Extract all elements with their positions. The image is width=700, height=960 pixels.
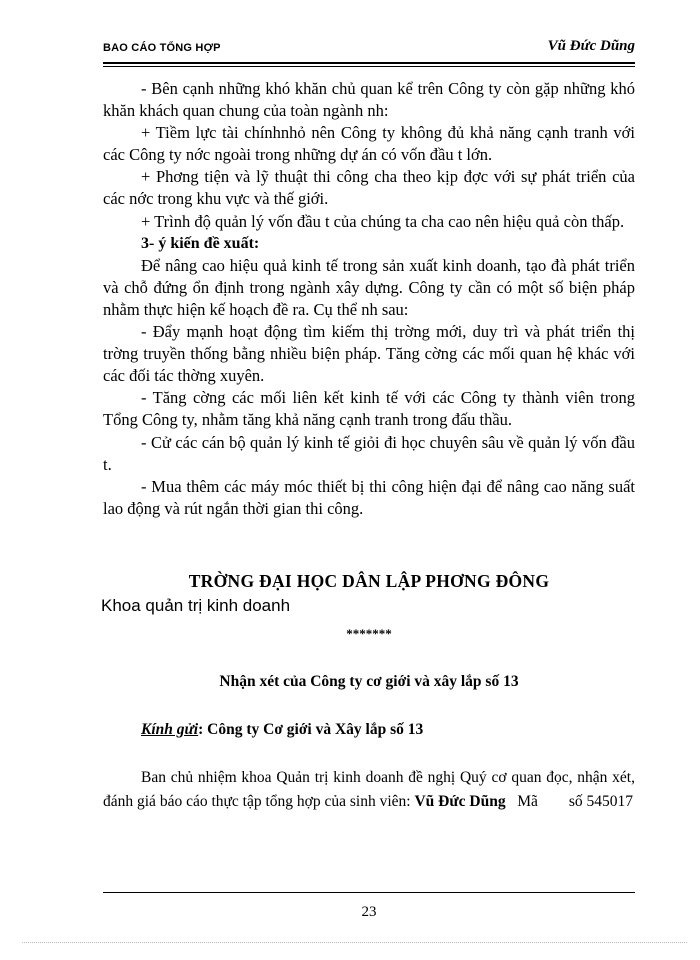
paragraph-linkage: - Tăng cờng các mối liên kết kinh tế với các Công ty thành viên trong Tổng Công ty, nhằm tăng khả năng cạnh tranh trong đấu thầu. <box>103 388 635 430</box>
footer-rule <box>103 892 635 893</box>
report-body <box>103 78 635 520</box>
paragraph-training: - Cử các cán bộ quản lý kinh tế giỏi đi học chuyên sâu về quản lý vốn đầu t. <box>103 432 635 474</box>
paragraph-machinery: - Mua thêm các máy móc thiết bị thi công hiện đại để nâng cao năng suất lao động và rút ngắn thời gian thi công. <box>103 476 635 518</box>
evaluation-title: Nhận xét của Công ty cơ giới và xây lắp số 13 <box>219 673 519 690</box>
letter-body <box>103 766 635 814</box>
paragraph-equipment: + Phơng tiện và lỹ thuật thi công cha theo kịp đợc với sự phát triển của các nớc trong khu vực và thế giới. <box>103 167 635 209</box>
faculty-name: Khoa quản trị kinh doanh <box>101 596 291 615</box>
recipient-label: Kính gửi <box>141 721 199 738</box>
header-report-title: BAO CÁO TỔNG HỢP <box>103 42 221 54</box>
header-rule-thin <box>103 66 635 67</box>
page-edge <box>22 942 687 943</box>
letter-text: Ban chủ nhiệm khoa Quản trị kinh doanh đề nghị Quý cơ quan đọc, nhận xét, đánh giá báo cáo thực tập tổng hợp của sinh viên: <box>103 769 635 810</box>
letter-paragraph <box>103 766 635 814</box>
student-id: 545017 <box>586 793 634 810</box>
paragraph-management: + Trình độ quản lý vốn đầu t của chúng ta cha cao nên hiệu quả còn thấp. <box>141 211 625 231</box>
paragraph-difficulties-intro: - Bên cạnh những khó khăn chủ quan kể trên Công ty còn gặp những khó khăn khách quan chung của toàn ngành nh: <box>103 79 635 121</box>
paragraph-market: - Đẩy mạnh hoạt động tìm kiếm thị trờng mới, duy trì và phát triển thị trờng truyền thống bằng nhiều biện pháp. Tăng cờng các mối quan hệ khác với các đối tác thờng xuyên. <box>103 322 635 386</box>
paragraph-finance: + Tiềm lực tài chínhnhỏ nên Công ty không đủ khả năng cạnh tranh với các Công ty nớc ngoài trong những dự án có vốn đầu t lớn. <box>103 123 635 165</box>
header-author: Vũ Đức Dũng <box>547 38 635 54</box>
paragraph-proposal-intro: Để nâng cao hiệu quả kinh tế trong sản xuất kinh doanh, tạo đà phát triển và chỗ đứng ổn định trong ngành xây dựng. Công ty cần có một số biện pháp nhằm thực hiện kế hoạch đề ra. Cụ thể nh sau: <box>103 255 635 319</box>
recipient-value: : Công ty Cơ giới và Xây lắp số 13 <box>198 721 424 738</box>
separator-stars: ******* <box>346 626 392 641</box>
page-number: 23 <box>361 904 377 920</box>
student-name: Vũ Đức Dũng <box>414 793 506 810</box>
section-heading: 3- ý kiến đề xuất: <box>141 234 260 252</box>
recipient-line <box>141 721 423 739</box>
header-rule <box>103 62 635 64</box>
student-id-label: Mã số <box>505 793 583 810</box>
school-name: TRỜNG ĐẠI HỌC DÂN LẬP PHƠNG ĐÔNG <box>188 571 550 591</box>
page-header <box>103 38 635 64</box>
